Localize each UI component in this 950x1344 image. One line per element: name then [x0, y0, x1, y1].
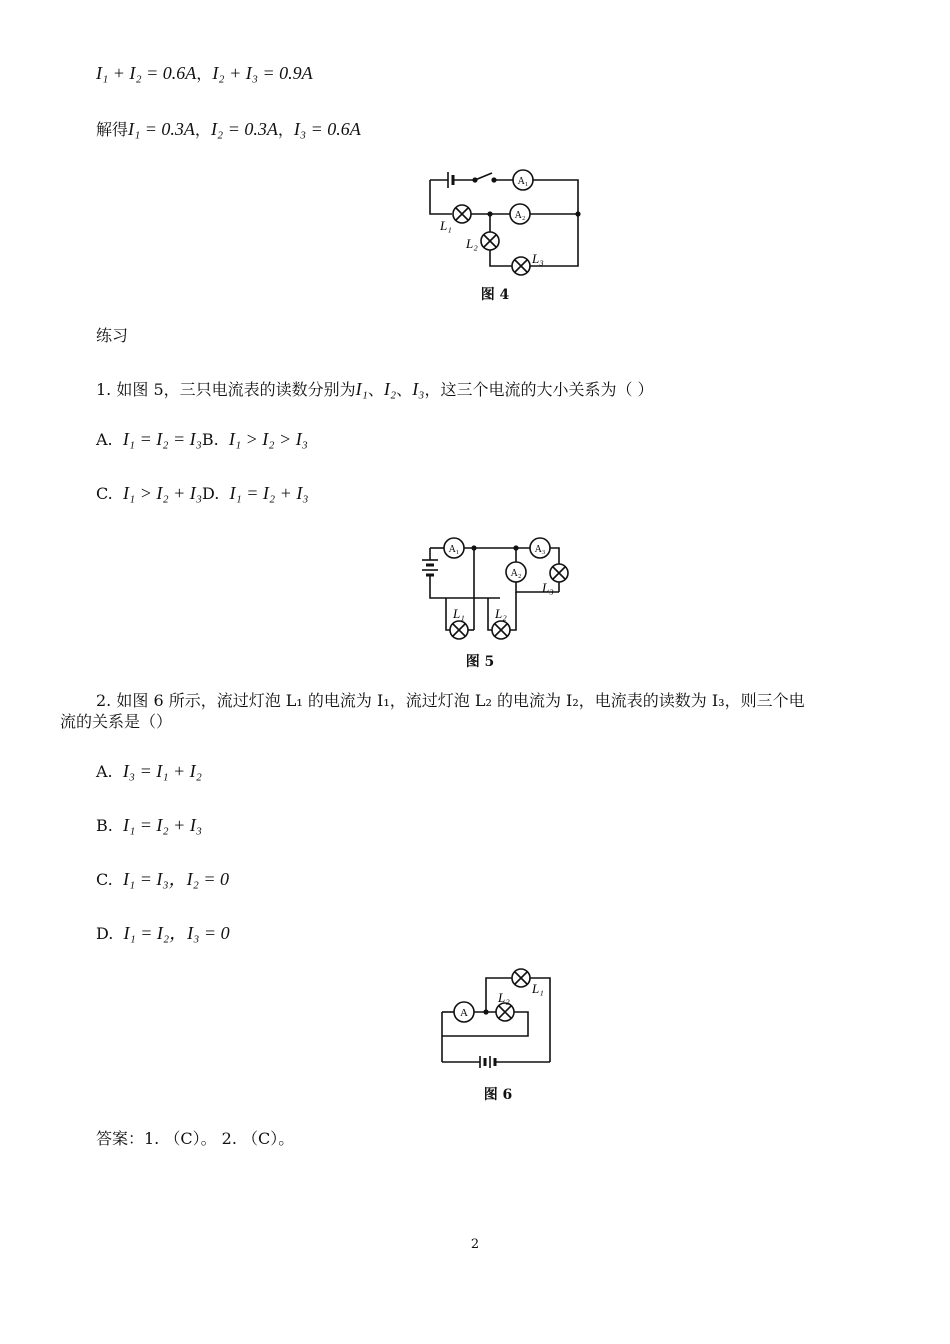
figure-4-caption: 图 4 — [480, 287, 510, 303]
option-c-text: I₁ > I₂ + I₃ — [122, 483, 202, 503]
var-i2: I₂ — [383, 379, 397, 399]
figure-6-caption: 图 6 — [483, 1087, 513, 1103]
lamp-l1-label: L₁ — [532, 981, 544, 996]
separator: ， — [277, 120, 294, 139]
question-2-option-a — [96, 760, 202, 783]
circuit-figure-5 — [418, 532, 580, 650]
ammeter-a2-label: A₂ — [514, 210, 526, 221]
solution-i1: I₁ = 0.3A — [128, 119, 195, 139]
lamp-l2-label: L₂ — [498, 990, 510, 1005]
question-1-stem: 1. 如图 5，三只电流表的读数分别为I₁、I₂、I₃，这三个电流的大小关系为（ ） — [96, 379, 654, 399]
option-c-label: C. — [96, 870, 113, 889]
option-d-text: I₁ = I₂ + I₃ — [229, 483, 309, 503]
option-a-text: I₁ = I₂ = I₃ — [122, 429, 202, 449]
answer-line: 答案：1. （C）。 2. （C）。 — [96, 1129, 295, 1148]
separator: ， — [194, 120, 211, 139]
option-b-label: B. — [201, 430, 219, 449]
equation-i1-plus-i2: I₁ + I₂ = 0.6A — [96, 63, 197, 83]
option-b-text: I₁ > I₂ > I₃ — [228, 429, 308, 449]
equation-i2-plus-i3: I₂ + I₃ = 0.9A — [212, 63, 313, 83]
lamp-l1-label: L₁ — [453, 606, 465, 621]
figure-5-caption: 图 5 — [465, 654, 495, 670]
lamp-l1-label: L₁ — [440, 218, 452, 233]
option-d-label: D. — [96, 924, 114, 943]
question-1-stem-text: 1. 如图 5，三只电流表的读数分别为 — [96, 380, 356, 399]
question-1-options-cd — [96, 482, 309, 505]
question-2-option-c — [96, 868, 229, 891]
solution-prefix: 解得 — [96, 120, 129, 139]
option-a-label: A. — [96, 762, 113, 781]
equation-line-1 — [96, 62, 313, 85]
ammeter-a3-label: A₃ — [534, 544, 546, 555]
circuit-figure-6 — [432, 964, 560, 1076]
question-1-options-ab — [96, 428, 308, 451]
page-number: 2 — [470, 1237, 480, 1252]
option-c-text: I₁ = I₃，I₂ = 0 — [122, 869, 229, 889]
ammeter-a2-label: A₂ — [510, 568, 522, 579]
lamp-l2-label: L₂ — [466, 236, 478, 251]
option-d-label: D. — [202, 484, 220, 503]
solution-i3: I₃ = 0.6A — [293, 119, 361, 139]
ammeter-a1-label: A₁ — [517, 176, 529, 187]
lamp-l2-label: L₂ — [495, 606, 507, 621]
option-c-label: C. — [96, 484, 113, 503]
solution-i2: I₂ = 0.3A — [210, 119, 278, 139]
question-1-stem-tail: ，这三个电流的大小关系为（ ） — [424, 380, 654, 399]
lamp-l3-label: L₃ — [532, 251, 544, 266]
ammeter-a-label: A — [460, 1007, 468, 1019]
option-a-label: A. — [96, 430, 113, 449]
circuit-figure-4 — [420, 162, 590, 282]
solution-line — [96, 118, 361, 141]
var-i3: I₃ — [412, 379, 425, 399]
option-a-text: I₃ = I₁ + I₂ — [122, 761, 202, 781]
separator: ， — [196, 64, 213, 83]
question-2-option-b — [96, 814, 202, 837]
option-d-text: I₁ = I₂，I₃ = 0 — [123, 923, 230, 943]
var-i1: I₁ — [355, 379, 368, 399]
practice-title: 练习 — [96, 326, 129, 345]
option-b-text: I₁ = I₂ + I₃ — [123, 815, 203, 835]
question-2-line-1: 2. 如图 6 所示，流过灯泡 L₁ 的电流为 I₁，流过灯泡 L₂ 的电流为 I₂，电流表的读数为 I₃，则三个电 — [96, 691, 805, 710]
ammeter-a1-label: A₁ — [448, 544, 460, 555]
question-2-option-d — [96, 922, 230, 945]
option-b-label: B. — [96, 816, 113, 835]
question-2-line-2: 流的关系是（） — [60, 712, 173, 731]
lamp-l3-label: L₃ — [542, 580, 554, 595]
